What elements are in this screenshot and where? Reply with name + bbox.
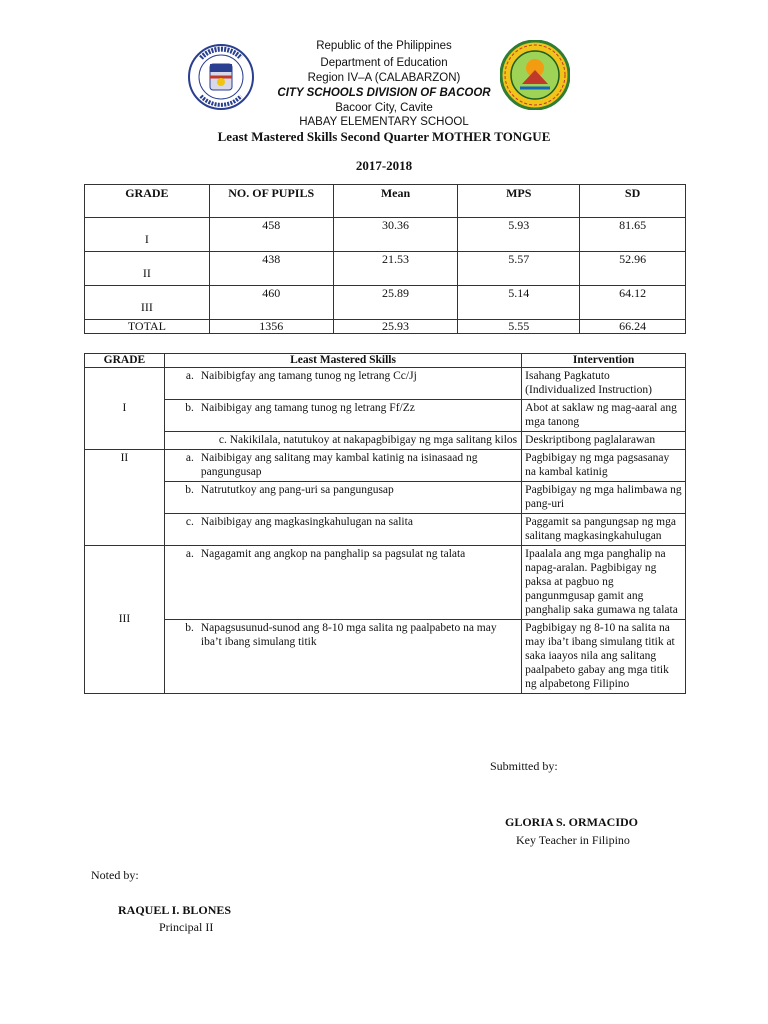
table-row: [85, 368, 686, 400]
header-region: Region IV–A (CALABARZON): [307, 72, 461, 84]
stats-sd-cell: 81.65: [580, 218, 686, 252]
skill-text: Naibibigay ang salitang may kambal katinig na isinasaad ng pangungusap: [200, 452, 478, 478]
header-republic: Republic of the Philippines: [316, 40, 452, 52]
skill-marker: a.: [185, 452, 194, 464]
header-city: Bacoor City, Cavite: [335, 102, 433, 114]
stats-grade-cell: I: [85, 218, 210, 252]
header-department: Department of Education: [320, 57, 448, 69]
table-row: [85, 286, 686, 320]
stats-header-mean: Mean: [333, 185, 458, 218]
stats-header-sd: SD: [580, 185, 686, 218]
intervention-cell: Paggamit sa pangungsap ng mga salitang magkasingkahulugan: [522, 514, 686, 546]
stats-table: [84, 184, 686, 334]
skill-cell: [164, 368, 521, 400]
table-row: [85, 620, 686, 694]
stats-mps-cell: 5.57: [458, 252, 580, 286]
skill-marker: b.: [185, 402, 194, 414]
intervention-cell: Pagbibigay ng 8-10 na salita na may iba’t ibang simulang titik at saka iaayos nila ang salitang paalpabeto gabay ang mga titik ng alpabetong Filipino: [522, 620, 686, 694]
school-year: 2017-2018: [355, 158, 413, 173]
skills-header-row: [85, 354, 686, 368]
noted-by-label: Noted by:: [91, 868, 139, 882]
stats-pupils-cell: 460: [209, 286, 333, 320]
stats-sd-cell: 52.96: [580, 252, 686, 286]
stats-mps-cell: 5.93: [458, 218, 580, 252]
stats-pupils-cell: 1356: [209, 320, 333, 334]
table-row: [85, 218, 686, 252]
skill-text: Napagsusunud-sunod ang 8-10 mga salita ng paalpabeto na may iba’t ibang simulang titik: [200, 622, 497, 648]
submitted-by-name: GLORIA S. ORMACIDO: [505, 815, 639, 829]
header-division: CITY SCHOOLS DIVISION OF BACOOR: [277, 87, 491, 99]
skill-text: Naibibigay ang magkasingkahulugan na salita: [200, 516, 413, 528]
stats-pupils-cell: 438: [209, 252, 333, 286]
stats-header-row: [85, 185, 686, 218]
intervention-cell: Pagbibigay ng mga halimbawa ng pang-uri: [522, 482, 686, 514]
stats-mps-cell: 5.55: [458, 320, 580, 334]
skills-grade-cell: I: [85, 368, 165, 450]
stats-pupils-cell: 458: [209, 218, 333, 252]
document-title: Least Mastered Skills Second Quarter MOTHER TONGUE: [217, 129, 551, 144]
skill-cell: [164, 400, 521, 432]
stats-grade-cell: III: [85, 286, 210, 320]
skill-text: c. Nakikilala, natutukoy at nakapagbibigay ng mga salitang kilos: [218, 434, 518, 446]
skill-marker: a.: [185, 370, 194, 382]
stats-mean-cell: 25.89: [333, 286, 458, 320]
stats-mean-cell: 25.93: [333, 320, 458, 334]
skills-grade-cell: II: [85, 450, 165, 546]
skill-marker: b.: [185, 622, 194, 634]
stats-header-mps: MPS: [458, 185, 580, 218]
intervention-cell: Pagbibigay ng mga pagsasanay na kambal katinig: [522, 450, 686, 482]
skill-cell: [164, 482, 521, 514]
skills-header-intervention: Intervention: [522, 354, 686, 368]
table-row: [85, 546, 686, 620]
stats-sd-cell: 66.24: [580, 320, 686, 334]
skill-marker: [168, 433, 219, 447]
table-row: [85, 252, 686, 286]
skills-header-skills: Least Mastered Skills: [164, 354, 521, 368]
intervention-cell: Ipaalala ang mga panghalip na napag-aralan. Pagbibigay ng paksa at pagbuo ng pangunmgusap gamit ang panghalip saka gumawa ng talata: [522, 546, 686, 620]
skill-marker: a.: [185, 548, 194, 560]
stats-mean-cell: 30.36: [333, 218, 458, 252]
table-row: [85, 400, 686, 432]
skill-text: Nagagamit ang angkop na panghalip sa pagsulat ng talata: [200, 548, 466, 560]
skill-cell: [164, 432, 521, 450]
skills-table: [84, 353, 686, 694]
stats-grade-cell: TOTAL: [85, 320, 210, 334]
table-row: [85, 432, 686, 450]
header-school: HABAY ELEMENTARY SCHOOL: [299, 116, 469, 128]
stats-mean-cell: 21.53: [333, 252, 458, 286]
skill-cell: [164, 620, 521, 694]
table-row: [85, 514, 686, 546]
submitted-by-title: Key Teacher in Filipino: [516, 833, 630, 847]
stats-total-row: [85, 320, 686, 334]
noted-by-title: Principal II: [159, 920, 214, 934]
skill-marker: c.: [185, 516, 194, 528]
stats-header-pupils: NO. OF PUPILS: [209, 185, 333, 218]
stats-header-grade: GRADE: [85, 185, 210, 218]
intervention-cell: Isahang Pagkatuto (Individualized Instruction): [522, 368, 686, 400]
submitted-by-label: Submitted by:: [490, 759, 558, 773]
skill-text: Natrututkoy ang pang-uri sa pangungusap: [200, 484, 394, 496]
noted-by-name: RAQUEL I. BLONES: [118, 903, 232, 917]
skill-marker: b.: [185, 484, 194, 496]
stats-sd-cell: 64.12: [580, 286, 686, 320]
skill-cell: [164, 546, 521, 620]
skill-cell: [164, 514, 521, 546]
skill-text: Naibibigfay ang tamang tunog ng letrang Cc/Jj: [200, 370, 417, 382]
stats-grade-cell: II: [85, 252, 210, 286]
skill-text: Naibibigay ang tamang tunog ng letrang Ff/Zz: [200, 402, 415, 414]
table-row: [85, 450, 686, 482]
intervention-cell: Abot at saklaw ng mag-aaral ang mga tanong: [522, 400, 686, 432]
intervention-cell: Deskriptibong paglalarawan: [522, 432, 686, 450]
skill-cell: [164, 450, 521, 482]
stats-mps-cell: 5.14: [458, 286, 580, 320]
skills-header-grade: GRADE: [85, 354, 165, 368]
skills-grade-cell: III: [85, 546, 165, 694]
table-row: [85, 482, 686, 514]
